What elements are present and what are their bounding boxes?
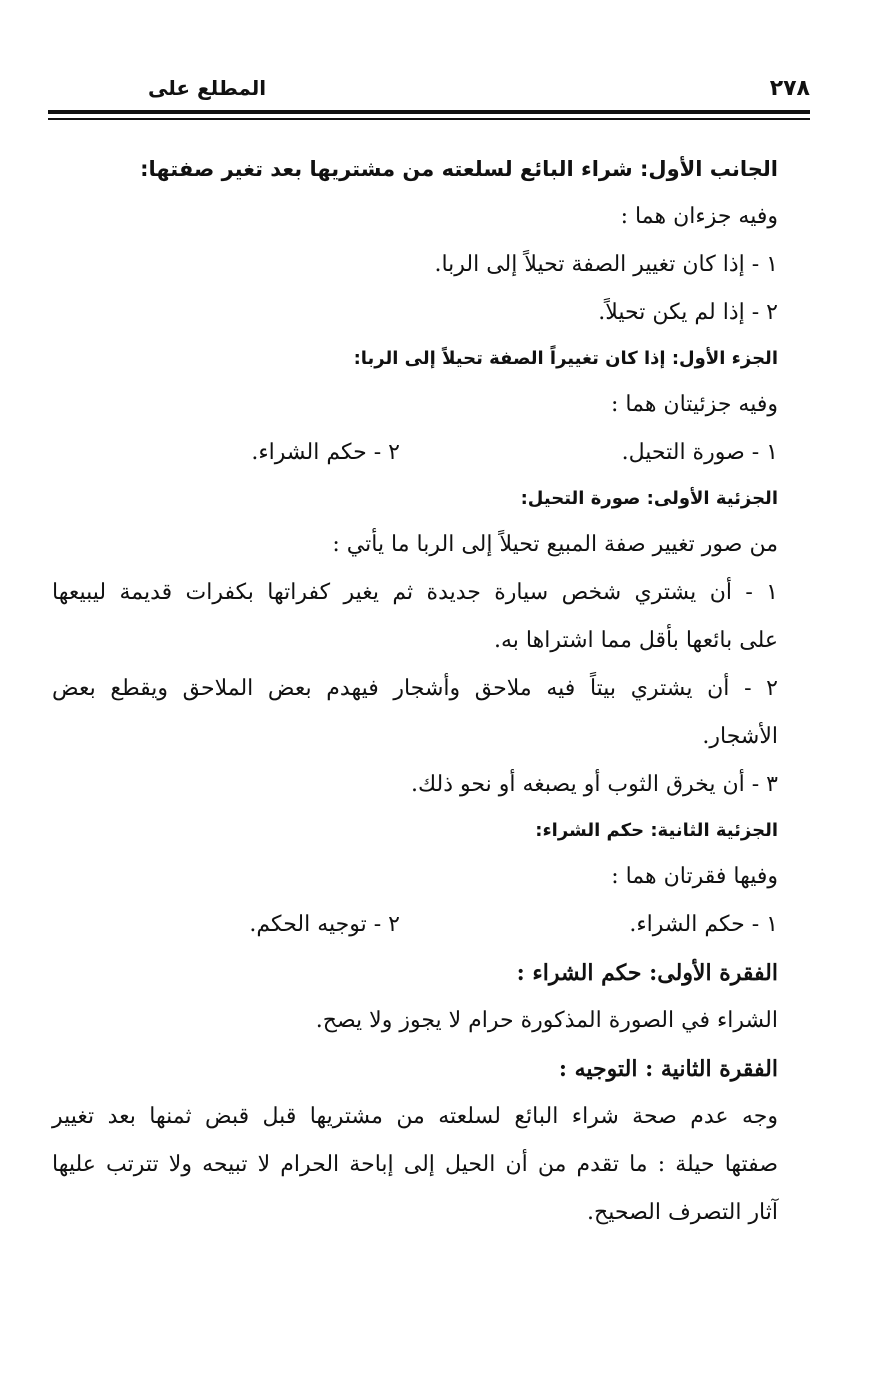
list-item: ٢ - حكم الشراء. [251,440,400,465]
paragraph-line: الأشجار. [702,724,778,749]
paragraph-line: على بائعها بأقل مما اشتراها به. [494,628,778,653]
subsection-heading: الجزئية الثانية: حكم الشراء: [535,820,778,841]
paragraph-line: وجه عدم صحة شراء البائع لسلعته من مشتريها قبل قبض ثمنها بعد تغيير [52,1104,778,1129]
page-header [48,70,810,110]
paragraph-line: وفيه جزئيتان هما : [611,392,778,417]
paragraph-line: آثار التصرف الصحيح. [587,1200,778,1225]
paragraph-heading: الفقرة الأولى: حكم الشراء : [516,960,778,986]
list-item: ٢ - توجيه الحكم. [249,912,400,937]
paragraph-line: صفتها حيلة : ما تقدم من أن الحيل إلى إباحة الحرام لا تبيحه ولا تترتب عليها [52,1152,778,1177]
subsection-heading: الجزء الأول: إذا كان تغييراً الصفة تحيلاً إلى الربا: [353,348,778,369]
two-column-list [52,429,778,477]
paragraph-line: وفيها فقرتان هما : [611,864,778,889]
subsection-heading: الجزئية الأولى: صورة التحيل: [520,488,778,509]
list-item: ١ - حكم الشراء. [629,912,778,937]
list-item: ١ - إذا كان تغيير الصفة تحيلاً إلى الربا. [434,252,778,277]
list-item: ٢ - إذا لم يكن تحيلاً. [598,300,778,325]
two-column-list [52,901,778,949]
paragraph-line: وفيه جزءان هما : [620,204,778,229]
header-rule-thick [48,110,810,114]
list-item: ١ - أن يشتري شخص سيارة جديدة ثم يغير كفراتها بكفرات قديمة ليبيعها [52,580,778,605]
paragraph-line: من صور تغيير صفة المبيع تحيلاً إلى الربا ما يأتي : [332,532,778,557]
list-item: ١ - صورة التحيل. [621,440,778,465]
running-title: المطلع على [148,76,267,100]
header-rule-thin [48,118,810,120]
list-item: ٣ - أن يخرق الثوب أو يصبغه أو نحو ذلك. [411,772,778,797]
paragraph-line: الشراء في الصورة المذكورة حرام لا يجوز ولا يصح. [315,1008,778,1033]
section-heading: الجانب الأول: شراء البائع لسلعته من مشتريها بعد تغير صفتها: [140,157,778,181]
list-item: ٢ - أن يشتري بيتاً فيه ملاحق وأشجار فيهدم بعض الملاحق ويقطع بعض [52,676,778,701]
page-body [52,145,778,1237]
page-number: ٢٧٨ [769,76,810,101]
paragraph-heading: الفقرة الثانية : التوجيه : [558,1056,778,1082]
